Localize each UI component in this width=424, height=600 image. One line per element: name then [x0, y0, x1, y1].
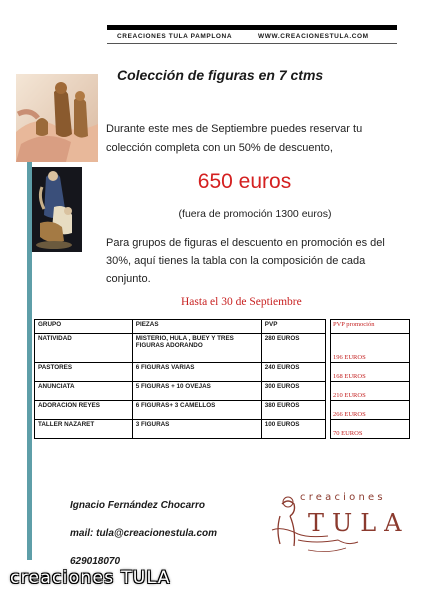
table-row: [35, 363, 326, 382]
promo-value: 266 EUROS: [331, 401, 410, 420]
tula-logo: [268, 490, 410, 560]
header-website[interactable]: WWW.CREACIONESTULA.COM: [258, 33, 369, 40]
cell-group: TALLER NAZARET: [35, 420, 133, 439]
watermark-text: creaciones TULA: [10, 568, 171, 588]
header-top-rule: [107, 25, 397, 30]
promo-header-row: [331, 320, 410, 334]
cell-group: NATIVIDAD: [35, 334, 133, 363]
cell-pieces: 3 FIGURAS: [132, 420, 261, 439]
cell-group: ANUNCIATA: [35, 382, 133, 401]
cell-group: PASTORES: [35, 363, 133, 382]
promo-row: [331, 382, 410, 401]
promo-header: PVP promoción: [331, 320, 410, 334]
cell-pvp: 380 EUROS: [261, 401, 325, 420]
table-row: [35, 401, 326, 420]
cell-pieces: 6 FIGURAS+ 3 CAMELLOS: [132, 401, 261, 420]
promo-row: [331, 420, 410, 439]
promo-value: 196 EUROS: [331, 334, 410, 363]
promo-value: 210 EUROS: [331, 382, 410, 401]
table-header-row: [35, 320, 326, 334]
promo-row: [331, 363, 410, 382]
page-title: Colección de figuras en 7 ctms: [117, 67, 324, 83]
header-pieces: PIEZAS: [132, 320, 261, 334]
table-row: [35, 420, 326, 439]
logo-word-creaciones: creaciones: [300, 492, 386, 503]
cell-pvp: 280 EUROS: [261, 334, 325, 363]
table-row: [35, 334, 326, 363]
cell-pieces: 5 FIGURAS + 10 OVEJAS: [132, 382, 261, 401]
price-headline: 650 euros: [197, 170, 292, 193]
promo-row: [331, 401, 410, 420]
header-group: GRUPO: [35, 320, 133, 334]
header-bottom-rule: [107, 43, 397, 44]
contact-email[interactable]: mail: tula@creacionestula.com: [70, 528, 218, 539]
cell-pvp: 300 EUROS: [261, 382, 325, 401]
groups-paragraph: Para grupos de figuras el descuento en promoción es del 30%, aquí tienes la tabla con la composición de cada conjunto.: [106, 237, 385, 285]
hands-figures-photo: [16, 74, 98, 162]
logo-word-tula: TULA: [308, 509, 410, 537]
promo-value: 168 EUROS: [331, 363, 410, 382]
promo-row: [331, 334, 410, 363]
groups-table: [34, 319, 326, 439]
cell-pvp: 100 EUROS: [261, 420, 325, 439]
cell-pieces: MISTERIO, HULA , BUEY Y TRES FIGURAS ADORANDO: [132, 334, 261, 363]
header-pvp: PVP: [261, 320, 325, 334]
contact-name: Ignacio Fernández Chocarro: [70, 500, 206, 511]
cell-pieces: 6 FIGURAS VARIAS: [132, 363, 261, 382]
header-company-name: CREACIONES TULA PAMPLONA: [117, 33, 233, 40]
deadline-text: Hasta el 30 de Septiembre: [181, 296, 302, 308]
contact-phone[interactable]: 629018070: [70, 556, 121, 567]
promo-value: 70 EUROS: [331, 420, 410, 439]
table-row: [35, 382, 326, 401]
promo-price-table: [330, 319, 410, 439]
regular-price-note: (fuera de promoción 1300 euros): [178, 208, 332, 220]
intro-paragraph: Durante este mes de Septiembre puedes reservar tu colección completa con un 50% de descuento,: [106, 123, 363, 154]
cell-group: ADORACION REYES: [35, 401, 133, 420]
cell-pvp: 240 EUROS: [261, 363, 325, 382]
